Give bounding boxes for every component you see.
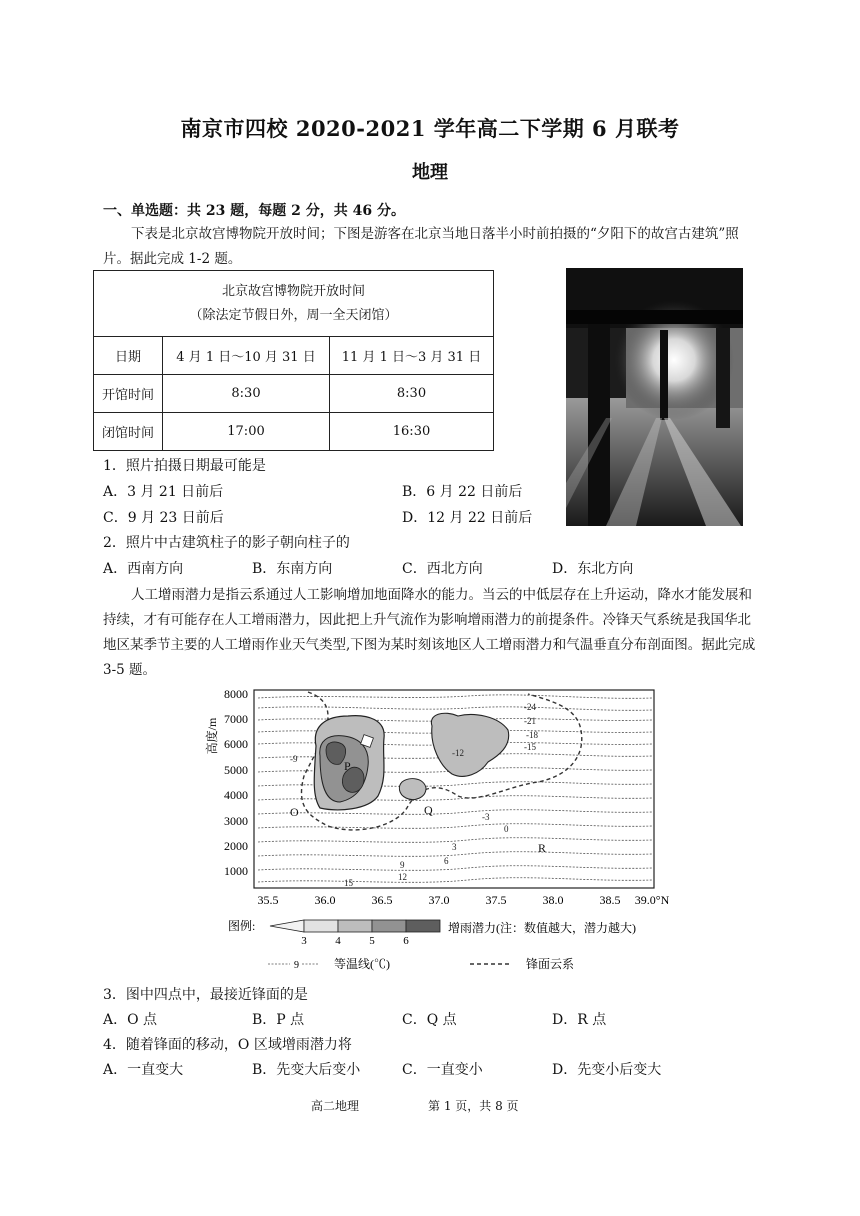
iso-label: -3 xyxy=(482,812,490,822)
legend-swatch-5 xyxy=(372,920,406,932)
iso-label: -18 xyxy=(526,730,538,740)
point-o: O xyxy=(290,805,299,819)
q4-option-a: A．一直变大 xyxy=(103,1062,184,1078)
iso-label: 3 xyxy=(452,842,457,852)
intro-paragraph-2: 人工增雨潜力是指云系通过人工影响增加地面降水的能力。当云的中低层存在上升运动，降水才能发展和持续，才有可能存在人工增雨潜力，因此把上升气流作为影响增雨潜力的前提条件。冷锋天气系统是我国华北地区某季节主要的人工增雨作业天气类型,下图为某时刻该地区人工增雨潜力和气温垂直分布剖面图。据此完成 3-5 题。 xyxy=(103,587,756,678)
iso-label: 6 xyxy=(444,856,449,866)
section-heading: 一、单选题：共 23 题，每题 2 分，共 46 分。 xyxy=(103,203,405,219)
iso-label: 0 xyxy=(504,824,509,834)
legend-swatch-4 xyxy=(338,920,372,932)
table-caption: 北京故宫博物院开放时间 （除法定节假日外，周一全天闭馆） xyxy=(94,271,494,337)
subject-heading: 地理 xyxy=(412,162,448,183)
palace-sunset-photo xyxy=(566,268,743,526)
x-tick: 39.0°N xyxy=(634,893,670,907)
legend-isotherm-label: 等温线(℃) xyxy=(334,957,390,971)
x-ticks xyxy=(258,893,670,907)
legend-value: 6 xyxy=(403,935,409,947)
iso-label: -15 xyxy=(524,742,536,752)
iso-label: -24 xyxy=(524,702,536,712)
legend-title: 图例: xyxy=(228,919,256,933)
table-cell-open-b: 8:30 xyxy=(330,375,494,413)
x-tick: 38.5 xyxy=(599,893,621,907)
table-cell-open-a: 8:30 xyxy=(163,375,330,413)
potential-zone-small xyxy=(399,779,426,800)
question-2-stem: 2．照片中古建筑柱子的影子朝向柱子的 xyxy=(103,535,350,551)
q2-option-d: D．东北方向 xyxy=(552,561,634,577)
legend-isotherm-sample: 9 xyxy=(294,960,299,971)
q3-option-c: C．Q 点 xyxy=(402,1012,457,1028)
x-tick: 38.0 xyxy=(542,893,564,907)
y-axis-label: 高度/m xyxy=(205,717,219,755)
y-tick: 4000 xyxy=(224,788,248,802)
iso-label: 9 xyxy=(400,860,405,870)
legend-values xyxy=(301,935,409,947)
legend-wedge xyxy=(270,920,304,932)
question-1-stem: 1．照片拍摄日期最可能是 xyxy=(103,458,266,474)
question-3-stem: 3．图中四点中，最接近锋面的是 xyxy=(103,987,308,1003)
y-tick: 2000 xyxy=(224,839,248,853)
legend-value: 3 xyxy=(301,935,307,947)
y-ticks xyxy=(224,687,248,878)
q4-option-c: C．一直变小 xyxy=(402,1062,483,1078)
x-tick: 37.5 xyxy=(485,893,507,907)
q3-option-d: D．R 点 xyxy=(552,1012,607,1028)
q3-option-b: B．P 点 xyxy=(252,1012,305,1028)
footer-subject: 高二地理 xyxy=(311,1099,360,1113)
y-tick: 6000 xyxy=(224,737,248,751)
y-tick: 3000 xyxy=(224,814,248,828)
q3-option-a: A．O 点 xyxy=(103,1012,158,1028)
table-cell-date-label: 日期 xyxy=(94,337,163,375)
table-cell-close-label: 闭馆时间 xyxy=(94,413,163,451)
q1-option-c: C．9 月 23 日前后 xyxy=(103,510,224,526)
table-cell-close-b: 16:30 xyxy=(330,413,494,451)
q1-option-d: D．12 月 22 日前后 xyxy=(402,510,533,526)
legend-description: 增雨潜力(注：数值越大，潜力越大) xyxy=(448,921,636,935)
table-cell-period-b: 11 月 1 日～3 月 31 日 xyxy=(330,337,494,375)
table-cell-open-label: 开馆时间 xyxy=(94,375,163,413)
y-tick: 7000 xyxy=(224,712,248,726)
q2-option-c: C．西北方向 xyxy=(402,561,483,577)
iso-label: 12 xyxy=(398,872,407,882)
question-4-stem: 4．随着锋面的移动，O 区域增雨潜力将 xyxy=(103,1037,352,1053)
x-tick: 36.5 xyxy=(371,893,393,907)
q1-option-a: A．3 月 21 日前后 xyxy=(103,484,224,500)
q4-option-b: B．先变大后变小 xyxy=(252,1062,361,1078)
iso-label: -12 xyxy=(452,748,464,758)
iso-label: -21 xyxy=(524,716,536,726)
legend-swatch-6 xyxy=(406,920,440,932)
legend-value: 4 xyxy=(335,935,341,947)
page-title: 南京市四校 2020-2021 学年高二下学期 6 月联考 xyxy=(180,116,680,141)
y-tick: 8000 xyxy=(224,687,248,701)
opening-hours-table xyxy=(93,270,494,451)
table-cell-period-a: 4 月 1 日～10 月 31 日 xyxy=(163,337,330,375)
point-r: R xyxy=(538,841,547,855)
x-tick: 35.5 xyxy=(257,893,279,907)
rain-potential-cross-section xyxy=(205,686,670,976)
legend-front-label: 锋面云系 xyxy=(526,957,575,971)
point-q: Q xyxy=(424,803,433,817)
intro-paragraph-1: 下表是北京故宫博物院开放时间；下图是游客在北京当地日落半小时前拍摄的“夕阳下的故宫古建筑”照片。据此完成 1-2 题。 xyxy=(103,226,739,267)
q2-option-a: A．西南方向 xyxy=(103,561,184,577)
cross-section-svg xyxy=(205,686,670,976)
legend-swatch-3 xyxy=(304,920,338,932)
x-tick: 37.0 xyxy=(428,893,450,907)
point-p: P xyxy=(344,759,351,773)
x-tick: 36.0 xyxy=(314,893,336,907)
q1-option-b: B．6 月 22 日前后 xyxy=(402,484,523,500)
y-tick: 5000 xyxy=(224,763,248,777)
photo-illustration xyxy=(566,268,743,526)
y-tick: 1000 xyxy=(224,864,248,878)
table-cell-close-a: 17:00 xyxy=(163,413,330,451)
iso-label: -9 xyxy=(290,754,298,764)
iso-label: 15 xyxy=(344,878,353,888)
legend-value: 5 xyxy=(369,935,375,947)
footer-page-number: 第 1 页，共 8 页 xyxy=(428,1099,519,1113)
q2-option-b: B．东南方向 xyxy=(252,561,333,577)
q4-option-d: D．先变小后变大 xyxy=(552,1062,662,1078)
